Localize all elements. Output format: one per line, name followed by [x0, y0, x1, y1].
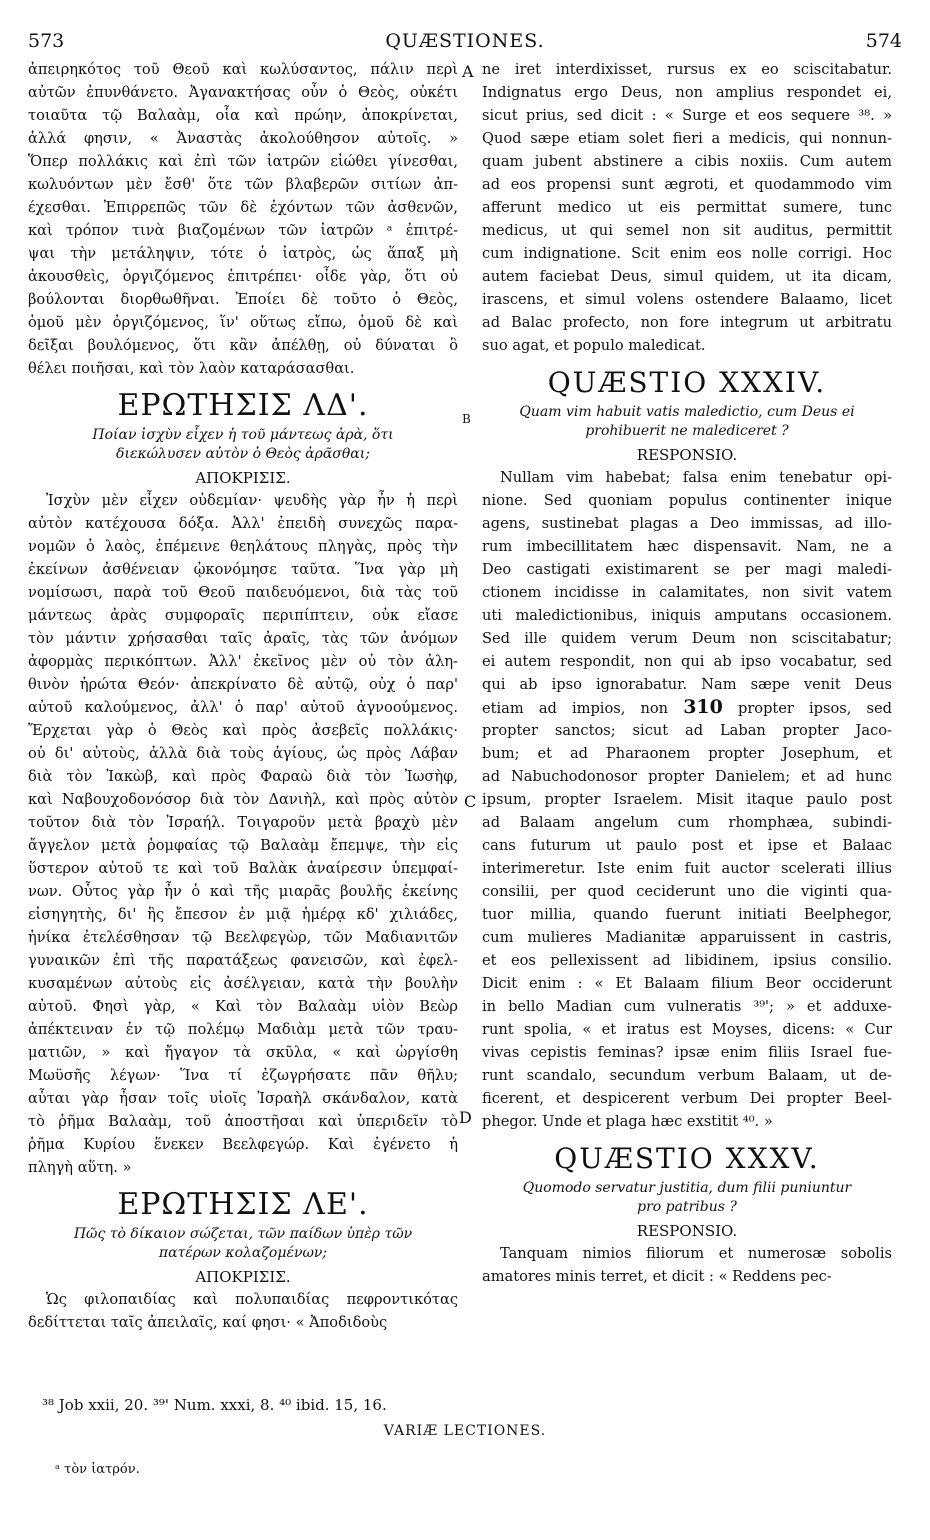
margin-marker-b: B [462, 412, 471, 426]
text-line: τὸ ῥῆμα Βαλαὰμ, τοῦ ἀποστῆσαι καὶ ὑπεριδεῖν τὸ [28, 1113, 458, 1130]
question-line: prohibuerit ne malediceret ? [585, 423, 789, 439]
text-line: πληγὴ αὕτη. » [28, 1159, 132, 1176]
text-line: αὗται γὰρ ἦσαν τοῖς υἱοῖς Ἰσραὴλ σκάνδαλον, κατὰ [28, 1090, 458, 1107]
text-line: δεδίττεται ταῖς ἀπειλαῖς, καί φησι· « Ἀποδιδοὺς [28, 1314, 388, 1331]
text-line: καὶ Ναβουχοδονόσορ διὰ τὸν Δανιὴλ, καὶ πρὸς αὐτὸν [28, 791, 458, 808]
text-line: θινὸν ἠρώτα Θεόν· ἀπεκρίνατο δὲ αὐτῷ, οὐχ ὁ παρ' [28, 676, 458, 693]
text-line: τοιαῦτα τῷ Βαλαὰμ, οἷα καὶ πρώην, ἀποκρίνεται, [28, 107, 458, 124]
footnotes: ³⁸ Job xxii, 20. ³⁹' Num. xxxi, 8. ⁴⁰ ibid. 15, 16. [42, 1396, 387, 1414]
text-line: ὕστερον αὐτοῦ τε καὶ τοῦ Βαλὰκ ἀναίρεσιν ὑπεμφαί- [28, 860, 458, 877]
text-line: ne iret interdixisset, rursus ex eo sciscitabatur. [482, 61, 892, 78]
text-line: Μωϋσῆς λέγων· Ἵνα τί ἐζωγρήσατε πᾶν θῆλυ; [28, 1067, 458, 1084]
text-line: cum indignatione. Scit enim eos nolle corrigi. Hoc [482, 245, 892, 262]
text-line: ἀλλά φησιν, « Ἀναστὰς ἀκολούθησον αὐτοῖς. » [28, 130, 458, 147]
text-line: Dicit enim : « Et Balaam filium Beor occiderunt [482, 975, 892, 992]
variae-lectiones-note: ᵃ τὸν ἰατρόν. [55, 1462, 140, 1477]
text-line: phegor. Unde et plaga hæc exstitit ⁴⁰. » [482, 1113, 773, 1130]
latin-response-35-label: RESPONSIO. [636, 1222, 738, 1240]
text-line: tuor millia, quando fuerunt initiati Beelphegor, [482, 906, 892, 923]
text-line: Sed ille quidem verum Deum non sciscitabatur; [482, 630, 892, 647]
text-line: τὸν μάντιν χρήσασθαι ταῖς ἀραῖς, τὰς τῶν ἀνόμων [28, 630, 458, 647]
greek-question-34-text [28, 426, 458, 464]
greek-question-35-title: ΕΡΩΤΗΣΙΣ ΛΕ'. [117, 1187, 369, 1222]
text-line: ad Nabuchodonosor propter Danielem; et ad hunc [482, 768, 892, 785]
question-line: διεκώλυσεν αὐτὸν ὁ Θεὸς ἀρᾶσθαι; [116, 446, 370, 462]
text-line: irascens, et simul volens ostendere Balaamo, licet [482, 291, 892, 308]
text-line: μάντεως ἀρὰς συμφοραῖς περιπίπτειν, οὐκ εἴασε [28, 607, 458, 624]
text-line: bum; et ad Pharaonem propter Josephum, et [482, 745, 892, 762]
text-line: ψαι τὴν μετάληψιν, τότε ὁ ἰατρὸς, ὡς ἅπαξ μὴ [28, 245, 458, 262]
margin-marker-c: C [464, 792, 477, 811]
text-line: qui ab ipso ignorabatur. Nam sæpe venit Deus [482, 676, 892, 693]
question-line: pro patribus ? [637, 1199, 737, 1215]
greek-response-35-text [28, 1288, 458, 1334]
text-line: Ἔρχεται γὰρ ὁ Θεὸς καὶ πρὸς ἀσεβεῖς πολλάκις· [28, 722, 458, 739]
question-line: Quam vim habuit vatis maledictio, cum Deus ei [519, 404, 855, 420]
text-line: nione. Sed quoniam populus continenter inique [482, 492, 892, 509]
text-line: Nullam vim habebat; falsa enim tenebatur opi- [500, 469, 892, 486]
text-line: ἀκουσθεὶς, ὀργιζόμενος ἐπιτρέπει· οἶδε γὰρ, ὅτι οὐ [28, 268, 458, 285]
text-line: ῥῆμα Κυρίου ἕνεκεν Βεελφεγώρ. Καὶ ἐγένετο ἡ [28, 1136, 458, 1153]
text-line: ad Balaam angelum cum rhomphæa, subindi- [482, 814, 892, 831]
question-line: πατέρων κολαζομένων; [158, 1245, 328, 1261]
latin-question-34-title: QUÆSTIO XXXIV. [547, 366, 827, 399]
margin-marker-d: D [459, 1108, 472, 1127]
text-line: ἀπειρηκότος τοῦ Θεοῦ καὶ κωλύσαντος, πάλιν περὶ [28, 61, 458, 78]
text-line: δεῖξαι βουλόμενος, ὅτι κἂν ἀπέλθῃ, οὐ δύναται ὃ [28, 337, 458, 354]
text-line: Ὡς φιλοπαιδίας καὶ πολυπαιδίας πεφροντικότας [46, 1291, 458, 1308]
text-line: νομίσωσι, παρὰ τοῦ Θεοῦ παιδευόμενοι, διὰ τὰς τοῦ [28, 584, 458, 601]
text-line: ctionem incidisse in calamitates, non sivit vatem [482, 584, 892, 601]
greek-paragraph-1 [28, 58, 458, 380]
text-line: cans futurum ut paulo post et ipse et Balaac [482, 837, 892, 854]
question-line: Ποίαν ἰσχὺν εἶχεν ἡ τοῦ μάντεως ἀρὰ, ὅτι [92, 427, 394, 443]
latin-question-34-text [482, 403, 892, 441]
text-line: interimeretur. Iste enim fuit auctor sceleratі illius [482, 860, 892, 877]
text-line: cum mulieres Madianitæ apparuissent in castris, [482, 929, 892, 946]
text-line: ματιῶν, » καὶ ἤγαγον τὰ σκῦλα, « καὶ ὠργίσθη [28, 1044, 458, 1061]
latin-column [482, 58, 892, 1288]
question-line: Quomodo servatur justitia, dum filii puniuntur [522, 1180, 852, 1196]
text-line: Tanquam nimios filiorum et numerosæ sobolis [500, 1245, 892, 1262]
text-line: ad Balac profecto, non fore integrum ut arbitratu [482, 314, 892, 331]
latin-response-35-text [482, 1242, 892, 1288]
text-line: εἰσηγητὴς, δι' ἣς ἔπεσον ἐν μιᾷ ἡμέρᾳ κδ' χιλιάδες, [28, 906, 458, 923]
text-line-part: etiam ad impios, non [482, 700, 669, 717]
question-line: Πῶς τὸ δίκαιον σώζεται, τῶν παίδων ὑπὲρ τῶν [73, 1226, 413, 1242]
page-number-left: 573 [28, 30, 65, 52]
greek-response-35-label: ΑΠΟΚΡΙΣΙΣ. [195, 1268, 291, 1286]
text-line: αὐτοῦ καλούμενος, ἀλλ' ὁ παρ' αὐτοῦ ἀγνοούμενος. [28, 699, 458, 716]
text-line: in bello Madian cum vulneratis ³⁹'; » et adduxe- [482, 998, 892, 1015]
text-line: suo agat, et populo maledicat. [482, 337, 706, 354]
variae-lectiones-title: VARIÆ LECTIONES. [383, 1423, 547, 1439]
margin-marker-a: A [462, 62, 474, 81]
greek-column [28, 58, 458, 1334]
text-line: ei autem respondit, non qui ab ipso vocabatur, sed [482, 653, 892, 670]
latin-response-34-text [482, 466, 892, 1133]
text-line: agens, sustinebat plagas a Deo immissas, ad illo- [482, 515, 892, 532]
running-title: QUÆSTIONES. [385, 30, 545, 52]
text-line: οὐ δι' αὐτοὺς, ἀλλὰ διὰ τοὺς ἁγίους, ὡς πρὸς Λάβαν [28, 745, 458, 762]
text-line: ἀφορμὰς περικόπτων. Ἀλλ' ἐκεῖνος μὲν οὐ τὸν ἀλη- [28, 653, 458, 670]
text-line: κωλυόντων μὲν ἔσθ' ὅτε τῶν βλαβερῶν σιτίων ἀπ- [28, 176, 458, 193]
text-line: βούλονται διορθωθῆναι. Ἐποίει δὲ τοῦτο ὁ Θεὸς, [28, 291, 458, 308]
text-line: διὰ τὸν Ἰακὼβ, καὶ πρὸς Φαραὼ διὰ τὸν Ἰωσὴφ, [28, 768, 458, 785]
latin-response-34-label: RESPONSIO. [636, 446, 738, 464]
text-line: rum imbecillitatem hæc dispensavit. Nam, ne a [482, 538, 892, 555]
text-line: amatores minis terret, et dicit : « Reddens pec- [482, 1268, 832, 1285]
page-number-right: 574 [865, 30, 902, 52]
text-line: ficerent, et despicerent verbum Dei propter Beel- [482, 1090, 892, 1107]
text-line: Ἰσχὺν μὲν εἶχεν οὐδεμίαν· ψευδὴς γὰρ ἦν ἡ περὶ [46, 492, 458, 509]
column-number-marker: 310 [683, 696, 723, 718]
text-line: sicut prius, sed dicit : « Surge et eos sequere ³⁸. » [482, 107, 892, 124]
text-line: θέλει ποιῆσαι, καὶ τὸν λαὸν καταράσασθαι. [28, 360, 355, 377]
text-line: ὁμοῦ μὲν ὀργιζόμενος, ἵν' οὕτως εἴπω, ὁμοῦ δὲ καὶ [28, 314, 458, 331]
latin-paragraph-1 [482, 58, 892, 357]
greek-response-34-label: ΑΠΟΚΡΙΣΙΣ. [195, 469, 291, 487]
text-line: Deo castigati existimarent se per magi maledi- [482, 561, 892, 578]
text-line: et eos pellexissent ad libidinem, ipsius consilio. [482, 952, 892, 969]
text-line: νομῶν ὁ λαὸς, ἐπέμεινε θεηλάτους πληγὰς, πρὸς τὴν [28, 538, 458, 555]
text-line: quam jubent abstinere a cibis noxiis. Cum autem [482, 153, 892, 170]
text-line: propter sanctos; sicut ad Laban propter Jaco- [482, 722, 892, 739]
text-line: κυσαμένων αὐτοὺς εἰς ἀσέλγειαν, κατὰ τὴν βουλὴν [28, 975, 458, 992]
text-line: ἐκείνων ἀσθένειαν ᾠκονόμησε ταῦτα. Ἵνα γὰρ μὴ [28, 561, 458, 578]
text-line: afferunt medico ut eis permittat sumere, tunc [482, 199, 892, 216]
text-line: γυναικῶν ἐπὶ τῆς παρατάξεως φανεισῶν, καὶ ἐφελ- [28, 952, 458, 969]
greek-question-35-text [28, 1225, 458, 1263]
text-line: runt spolia, « et iratus est Moyses, dicens: « Cur [482, 1021, 892, 1038]
text-line: ἄγγελον μετὰ ῥομφαίας τῷ Βαλαὰμ ἔπεμψε, τὴν εἰς [28, 837, 458, 854]
greek-question-34-title: ΕΡΩΤΗΣΙΣ ΛΔ'. [117, 388, 369, 423]
text-line: ad eos propensi sunt ægroti, et quodammodo vim [482, 176, 892, 193]
text-line: uti maledictionibus, iniquis amputans occasionem. [482, 607, 892, 624]
text-line-part: propter ipsos, sed [737, 700, 892, 717]
text-line: ἀπέκτειναν ἐν τῷ πολέμῳ Μαδιὰμ μετὰ τῶν τραυ- [28, 1021, 458, 1038]
text-line: Indignatus ergo Deus, non amplius respondet ei, [482, 84, 892, 101]
greek-response-34-text [28, 489, 458, 1179]
text-line: consilii, per quod ceciderunt uno die viginti qua- [482, 883, 892, 900]
text-line: αὐτὸν κατέχουσα δόξα. Ἀλλ' ἐπειδὴ συνεχῶς παρα- [28, 515, 458, 532]
text-line: vivas cepistis feminas? ipsæ enim filiis Israel fue- [482, 1044, 892, 1061]
text-line: νων. Οὗτος γὰρ ἦν ὁ καὶ τῆς μιαρᾶς βουλῆς ἐκείνης [28, 883, 458, 900]
text-line: καὶ τρόπον τινὰ βιαζομένων τῶν ἰατρῶν ᵃ ἐπιτρέ- [28, 222, 458, 239]
text-line: Ὅπερ πολλάκις καὶ ἐπὶ τῶν ἰατρῶν εἰώθει γίνεσθαι, [28, 153, 458, 170]
text-line: αὐτῶν ἐπυνθάνετο. Ἀγανακτήσας οὖν ὁ Θεὸς, οὐκέτι [28, 84, 458, 101]
running-header [28, 30, 902, 60]
latin-question-35-text [482, 1179, 892, 1217]
text-line: αὐτοῦ. Φησὶ γὰρ, « Καὶ τὸν Βαλαὰμ υἱὸν Βεὼρ [28, 998, 458, 1015]
text-line: Quod sæpe etiam solet fieri a medicis, qui nonnun- [482, 130, 892, 147]
text-line: ἡνίκα ἐτελέσθησαν τῷ Βεελφεγὼρ, τῶν Μαδιανιτῶν [28, 929, 458, 946]
text-line: runt scandalo, secundum verbum Balaam, ut de- [482, 1067, 892, 1084]
text-line: medicus, ut qui semel non sit auditus, permittit [482, 222, 892, 239]
text-line: autem faciebat Deus, simul quidem, ut ita dicam, [482, 268, 892, 285]
latin-question-35-title: QUÆSTIO XXXV. [554, 1142, 820, 1175]
text-line [482, 696, 892, 719]
text-line: τοῦτον διὰ τὸν Ἰσραήλ. Τοιγαροῦν μετὰ βραχὺ μὲν [28, 814, 458, 831]
text-line: έχεσθαι. Ἐπιρρεπῶς τῶν δὲ ἐχόντων τῶν ἀσθενῶν, [28, 199, 458, 216]
text-line: ipsum, propter Israelem. Misit itaque paulo post [482, 791, 892, 808]
